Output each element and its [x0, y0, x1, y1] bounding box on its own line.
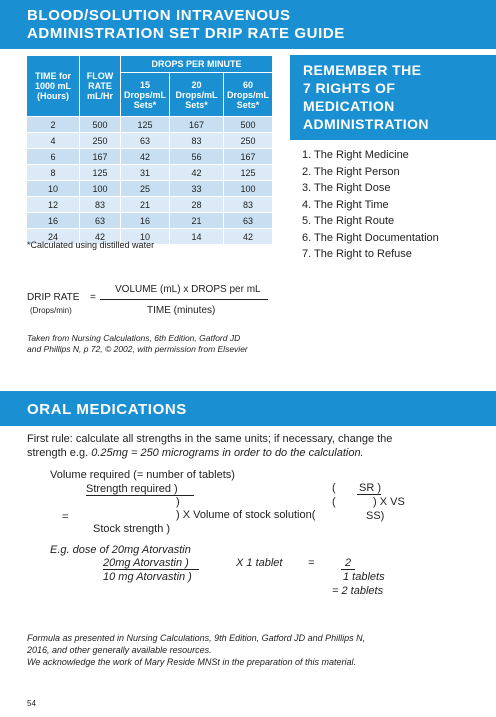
col-20-drops-header: 20 Drops/mL Sets* [170, 73, 224, 117]
table-cell: 24 [27, 229, 80, 245]
table-cell: 21 [170, 213, 224, 229]
formula-volume-stock: ) X Volume of stock solution( [176, 509, 316, 521]
table-cell: 28 [170, 197, 224, 213]
formula-equals: = [62, 511, 69, 523]
formula-ss: SS) [366, 510, 385, 522]
oral-acknowledgement: We acknowledge the work of Mary Reside MNSt in the preparation of this material. [27, 657, 356, 667]
table-cell: 14 [170, 229, 224, 245]
table-cell: 83 [80, 197, 121, 213]
table-row [27, 197, 273, 213]
table-row [27, 213, 273, 229]
table-cell: 42 [170, 165, 224, 181]
example-intro: E.g. dose of 20mg Atorvastin [50, 544, 191, 556]
table-cell: 125 [80, 165, 121, 181]
table-cell: 63 [121, 133, 170, 149]
table-cell: 83 [170, 133, 224, 149]
remember-title-1: REMEMBER THE [303, 62, 422, 78]
table-row [27, 165, 273, 181]
col-time-header: TIME for 1000 mL (Hours) [27, 56, 80, 117]
table-cell: 6 [27, 149, 80, 165]
drip-source-line-1: Taken from Nursing Calculations, 6th Edition, Gatford JD [27, 333, 241, 343]
table-cell: 33 [170, 181, 224, 197]
volume-required-label: Volume required (= number of tablets) [50, 469, 235, 481]
table-cell: 8 [27, 165, 80, 181]
drip-fraction-line [100, 299, 268, 300]
remember-title-3: MEDICATION [303, 98, 395, 114]
col-flow-header: FLOW RATE mL/Hr [80, 56, 121, 117]
drip-rate-table [26, 55, 273, 245]
sr-underline [357, 494, 381, 495]
drip-rate-equals: = [90, 292, 96, 303]
col-15-drops-header: 15 Drops/mL Sets* [121, 73, 170, 117]
drip-rate-units: (Drops/min) [30, 306, 72, 315]
table-row [27, 149, 273, 165]
oral-rule-line-2: strength e.g. 0.25mg = 250 micrograms in order to do the calculation. [27, 447, 364, 459]
table-cell: 167 [80, 149, 121, 165]
table-cell: 125 [224, 165, 273, 181]
table-cell: 42 [121, 149, 170, 165]
remember-title-2: 7 RIGHTS OF [303, 80, 396, 96]
example-x-tablet: X 1 tablet [236, 557, 283, 569]
table-cell: 250 [80, 133, 121, 149]
remember-box [290, 55, 496, 140]
table-footnote: *Calculated using distilled water [27, 240, 155, 250]
right-item: 7. The Right to Refuse [302, 248, 412, 260]
table-cell: 63 [80, 213, 121, 229]
right-item: 2. The Right Person [302, 165, 400, 178]
table-cell: 10 [121, 229, 170, 245]
seven-rights-list [302, 147, 439, 263]
remember-title-4: ADMINISTRATION [303, 116, 429, 132]
drip-rate-label: DRIP RATE [27, 292, 80, 303]
example-one-tablets: 1 tablets [343, 571, 385, 583]
table-cell: 21 [121, 197, 170, 213]
header-line-1: BLOOD/SOLUTION INTRAVENOUS [27, 7, 291, 24]
table-row [27, 117, 273, 133]
table-cell: 25 [121, 181, 170, 197]
table-cell: 500 [224, 117, 273, 133]
drip-formula-denominator: TIME (minutes) [147, 305, 216, 316]
formula-paren-1: ) [176, 496, 180, 508]
table-row [27, 181, 273, 197]
drip-source-line-2: and Phillips N, p 72, © 2002, with permission from Elsevier [27, 344, 248, 354]
right-item: 4. The Right Time [302, 198, 389, 211]
table-cell: 56 [170, 149, 224, 165]
table-cell: 2 [27, 117, 80, 133]
table-cell: 16 [27, 213, 80, 229]
table-row [27, 133, 273, 149]
stock-strength: Stock strength ) [93, 523, 171, 535]
table-cell: 31 [121, 165, 170, 181]
table-cell: 250 [224, 133, 273, 149]
table-cell: 12 [27, 197, 80, 213]
table-cell: 500 [80, 117, 121, 133]
table-cell: 83 [224, 197, 273, 213]
drip-formula-numerator: VOLUME (mL) x DROPS per mL [115, 284, 261, 295]
table-cell: 10 [27, 181, 80, 197]
formula-xvs: ) X VS [373, 496, 405, 508]
oral-medications-header [0, 391, 496, 426]
col-60-drops-header: 60 Drops/mL Sets* [224, 73, 273, 117]
drops-per-minute-header: DROPS PER MINUTE [121, 56, 273, 73]
header-line-2: ADMINISTRATION SET DRIP RATE GUIDE [27, 25, 345, 42]
page-number: 54 [27, 699, 36, 708]
example-fraction-line [103, 569, 199, 570]
oral-title: ORAL MEDICATIONS [27, 401, 187, 418]
table-cell: 63 [224, 213, 273, 229]
right-item: 3. The Right Dose [302, 182, 391, 194]
table-cell: 42 [224, 229, 273, 245]
formula-sr: SR ) [359, 482, 381, 494]
example-denominator: 10 mg Atorvastin ) [103, 571, 192, 583]
table-cell: 100 [80, 181, 121, 197]
table-cell: 167 [224, 149, 273, 165]
oral-source-line-2: 2016, and other generally available resources. [27, 645, 212, 655]
formula-paren-a: ( [332, 482, 336, 494]
oral-rule-line-1: First rule: calculate all strengths in the same units; if necessary, change the [27, 433, 393, 445]
example-two: 2 [345, 557, 352, 569]
table-cell: 16 [121, 213, 170, 229]
right-item: 1. The Right Medicine [302, 149, 409, 161]
oral-source-line-1: Formula as presented in Nursing Calculations, 9th Edition, Gatford JD and Phillips N, [27, 633, 366, 643]
right-item: 5. The Right Route [302, 215, 395, 227]
example-equals: = [308, 557, 315, 569]
table-cell: 100 [224, 181, 273, 197]
table-cell: 4 [27, 133, 80, 149]
formula-paren-b: ( [332, 496, 336, 508]
table-cell: 42 [80, 229, 121, 245]
example-result: = 2 tablets [332, 585, 384, 597]
strength-required: Strength required ) [86, 483, 178, 495]
example-numerator: 20mg Atorvastin ) [103, 557, 189, 569]
table-cell: 125 [121, 117, 170, 133]
example-result-line [341, 569, 355, 570]
table-cell: 167 [170, 117, 224, 133]
drip-guide-header [0, 0, 496, 49]
right-item: 6. The Right Documentation [302, 231, 439, 244]
